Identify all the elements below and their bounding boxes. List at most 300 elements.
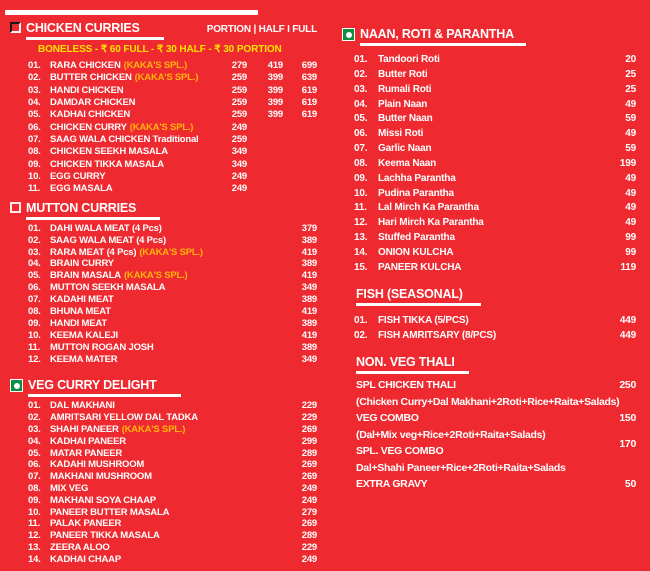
item-name [50, 134, 205, 146]
item-number: 13. [354, 232, 368, 244]
item-name [50, 400, 227, 412]
menu-item-row [10, 146, 322, 158]
menu-item-row [10, 159, 322, 171]
item-number: 11. [354, 202, 367, 214]
item-price-columns [205, 60, 317, 72]
item-price: 299 [301, 435, 317, 447]
item-price-full: 619 [301, 84, 317, 96]
item-name-text: Hari Mirch Ka Parantha [378, 217, 484, 229]
item-price: 419 [301, 246, 317, 258]
item-number: 01. [354, 54, 368, 65]
item-price: 49 [625, 128, 636, 140]
item-price: 99 [625, 246, 636, 258]
item-name-text: Pudina Parantha [378, 187, 454, 199]
item-price-columns [205, 171, 317, 183]
item-number: 12. [28, 353, 41, 365]
item-price-portion: 259 [231, 72, 247, 84]
item-name-text: (Chicken Curry+Dal Makhani+2Roti+Rice+Raita+Salads) [356, 395, 620, 408]
item-price-columns [205, 134, 317, 146]
veg-mark-icon [10, 379, 23, 392]
menu-item-row [10, 294, 322, 306]
item-number: 03. [28, 424, 41, 436]
item-price-portion: 279 [231, 60, 247, 71]
item-special-tag: (KAKA'S SPL.) [121, 424, 186, 436]
item-name-text: HANDI CHICKEN [50, 84, 124, 96]
item-number: 07. [28, 294, 41, 306]
item-name [378, 127, 586, 142]
left-column [10, 0, 322, 566]
item-name-text: KEEMA MATER [50, 353, 118, 365]
item-name [378, 231, 586, 246]
item-number: 01. [28, 222, 41, 234]
item-number: 08. [28, 306, 41, 318]
item-name-text: Lal Mirch Ka Parantha [378, 202, 479, 214]
item-price-half [247, 134, 283, 146]
item-price: 389 [301, 317, 317, 329]
menu-item-row [342, 393, 638, 411]
item-price: 349 [301, 353, 317, 365]
item-name [378, 83, 586, 98]
item-price-full [283, 146, 317, 158]
item-price-columns [205, 159, 317, 171]
item-price-half: 399 [267, 84, 283, 96]
item-price-full [283, 171, 317, 183]
item-price: 449 [619, 329, 636, 341]
item-number: 06. [354, 128, 368, 140]
item-price: 20 [625, 54, 636, 65]
item-name-text: EGG MASALA [50, 183, 113, 195]
item-name-text: CHICKEN CURRY [50, 121, 127, 133]
item-name-text: RARA CHICKEN [50, 60, 121, 71]
item-price-portion: 259 [231, 84, 247, 96]
item-name-text: PANEER KULCHA [378, 261, 462, 273]
item-number: 04. [28, 97, 41, 109]
item-name-text: Garlic Naan [378, 143, 432, 155]
item-name [50, 223, 227, 235]
item-number: 02. [28, 72, 41, 84]
item-name-text: KADAHI MEAT [50, 294, 114, 306]
item-name [50, 542, 227, 554]
item-price-half: 399 [267, 109, 283, 121]
menu-item-row [10, 85, 322, 97]
menu-item-row [10, 235, 322, 247]
menu-item-row [10, 412, 322, 424]
menu-item-row [342, 201, 638, 216]
item-price: 279 [301, 506, 317, 518]
item-number: 09. [28, 158, 41, 170]
menu-item-row [10, 72, 322, 84]
menu-item-row [10, 109, 322, 121]
item-price: 25 [625, 83, 636, 95]
menu-item-row [342, 459, 638, 477]
item-price: 250 [619, 378, 636, 391]
section-items [342, 378, 638, 492]
item-price-half: 419 [267, 60, 283, 71]
item-price-full: 639 [301, 72, 317, 84]
item-price: 49 [625, 98, 636, 110]
section-header-mutton-curries [10, 201, 322, 221]
item-price: 49 [625, 217, 636, 229]
item-name [50, 247, 227, 259]
item-name [378, 216, 586, 231]
section-items [342, 313, 638, 343]
item-name [50, 530, 227, 542]
menu-item-row [10, 507, 322, 519]
item-price-portion: 259 [231, 134, 247, 146]
item-name [50, 258, 227, 270]
item-name [378, 246, 586, 261]
item-name [378, 68, 586, 83]
item-price: 99 [625, 232, 636, 244]
item-number: 12. [28, 530, 41, 542]
item-price-half: 399 [267, 97, 283, 109]
menu-item-row [342, 437, 638, 459]
section-header-non-veg-thali [342, 355, 638, 375]
item-name [50, 424, 227, 436]
item-name [50, 60, 205, 72]
section-subtitle: BONELESS - ₹ 60 FULL - ₹ 30 HALF - ₹ 30 PORTION [38, 44, 282, 55]
item-special-tag: (KAKA'S SPL.) [129, 121, 194, 133]
item-price-full: 619 [301, 97, 317, 109]
item-price-half: 399 [267, 72, 283, 84]
menu-item-row [10, 400, 322, 412]
item-price: 119 [620, 261, 636, 273]
section-items [342, 53, 638, 276]
item-number: 02. [354, 68, 368, 80]
item-price: 150 [619, 411, 636, 424]
item-name-text: BRAIN CURRY [50, 258, 114, 270]
item-name-text: PANEER TIKKA MASALA [50, 530, 160, 542]
item-name-text: Plain Naan [378, 98, 428, 110]
item-name-text: SAAG WALA CHICKEN Traditional [50, 134, 199, 146]
item-name-text: KADAHI MUSHROOM [50, 459, 145, 471]
item-name [50, 146, 205, 158]
item-name [50, 330, 227, 342]
menu-item-row [342, 477, 638, 492]
item-name [50, 436, 227, 448]
item-price-half [247, 183, 283, 195]
item-number: 12. [354, 217, 368, 229]
item-name [50, 554, 227, 566]
item-price: 229 [301, 542, 317, 554]
menu-item-row [342, 313, 638, 328]
item-name [50, 72, 205, 84]
veg-mark-icon [342, 28, 355, 41]
item-name-text: BHUNA MEAT [50, 306, 111, 318]
menu-item-row [10, 471, 322, 483]
menu-item-row [10, 270, 322, 282]
item-number: 11. [28, 518, 41, 530]
item-name [378, 201, 586, 216]
item-price-columns [205, 122, 317, 134]
item-name [50, 109, 205, 121]
menu-item-row [10, 542, 322, 554]
item-price-portion: 249 [231, 171, 247, 183]
item-name [50, 159, 205, 171]
item-name [50, 171, 205, 183]
item-name [50, 97, 205, 109]
menu-item-row [10, 318, 322, 330]
item-name [50, 122, 205, 134]
item-special-tag: (KAKA'S SPL.) [139, 246, 203, 258]
item-special-tag: (KAKA'S SPL.) [134, 72, 199, 84]
item-number: 06. [28, 282, 41, 294]
item-name-text: HANDI MEAT [50, 317, 107, 329]
item-number: 10. [28, 506, 41, 518]
item-number: 09. [28, 317, 41, 329]
item-name [378, 261, 586, 276]
item-name [378, 328, 586, 343]
item-price: 269 [301, 518, 317, 530]
item-price-portion: 249 [231, 183, 247, 195]
item-number: 13. [28, 542, 41, 554]
menu-item-row [342, 98, 638, 113]
menu-item-row [342, 53, 638, 68]
item-price-portion: 349 [231, 158, 247, 170]
item-name-text: KEEMA KALEJI [50, 329, 118, 341]
item-name-text: SPL. VEG COMBO [356, 444, 444, 457]
item-price: 349 [301, 282, 317, 294]
item-number: 08. [28, 483, 41, 495]
item-number: 14. [28, 553, 41, 565]
menu-item-row [10, 483, 322, 495]
item-name-text: Tandoori Roti [378, 54, 440, 65]
menu-item-row [342, 83, 638, 98]
item-price-half [247, 159, 283, 171]
item-price-portion: 249 [231, 121, 247, 133]
item-price-columns [205, 97, 317, 109]
section-items [10, 60, 322, 196]
item-name [50, 483, 227, 495]
item-name [378, 142, 586, 157]
item-price-portion: 349 [231, 146, 247, 158]
section-title: NON. VEG THALI [356, 355, 469, 374]
item-name [378, 98, 586, 113]
menu-item-row [342, 142, 638, 157]
section-title: VEG CURRY DELIGHT [28, 378, 181, 397]
item-name-text: FISH TIKKA (5/PCS) [378, 314, 469, 326]
item-name-text: PANEER BUTTER MASALA [50, 506, 170, 518]
nonveg-mark-icon [10, 202, 21, 213]
item-name [50, 342, 227, 354]
item-price: 59 [625, 143, 636, 155]
item-name-text: Keema Naan [378, 157, 437, 169]
item-price: 269 [301, 459, 317, 471]
item-number: 07. [354, 143, 368, 155]
menu-item-row [10, 97, 322, 109]
menu-item-row [10, 459, 322, 471]
item-name [378, 53, 586, 68]
item-name-text: SHAHI PANEER [50, 424, 119, 436]
menu-item-row [342, 411, 638, 426]
item-price: 389 [301, 234, 317, 246]
section-title: NAAN, ROTI & PARANTHA [360, 27, 526, 46]
item-price-full: 619 [301, 109, 317, 121]
menu-item-row [10, 448, 322, 460]
item-number: 05. [354, 113, 368, 125]
item-name [356, 459, 638, 477]
section-items [10, 223, 322, 366]
item-price-columns [205, 72, 317, 84]
menu-item-row [342, 157, 638, 172]
item-price-columns [205, 146, 317, 158]
menu-item-row [342, 127, 638, 142]
section-header-naan-roti-parantha [342, 27, 638, 47]
item-name-text: VEG COMBO [356, 411, 419, 424]
item-number: 01. [28, 60, 41, 71]
item-number: 10. [354, 187, 368, 199]
menu-item-row [10, 122, 322, 134]
menu-item-row [10, 134, 322, 146]
item-name [50, 471, 227, 483]
menu-item-row [10, 306, 322, 318]
item-price: 229 [301, 412, 317, 424]
item-name [50, 412, 227, 424]
section-header-chicken-curries [10, 21, 322, 41]
item-name [378, 112, 586, 127]
item-number: 03. [354, 83, 368, 95]
menu-item-row [342, 261, 638, 276]
item-name-text: MUTTON ROGAN JOSH [50, 341, 154, 353]
item-price: 449 [619, 314, 636, 326]
item-number: 07. [28, 134, 41, 146]
menu-item-row [10, 354, 322, 366]
item-name [50, 235, 227, 247]
item-price: 59 [625, 113, 636, 125]
item-number: 05. [28, 447, 41, 459]
item-price: 419 [301, 306, 317, 318]
menu-item-row [10, 247, 322, 259]
item-price: 389 [301, 294, 317, 306]
item-price: 289 [301, 530, 317, 542]
item-name-text: RARA MEAT (4 Pcs) [50, 246, 137, 258]
item-price-half [247, 122, 283, 134]
item-name-text: KADHAI PANEER [50, 435, 126, 447]
menu-item-row [342, 187, 638, 202]
item-price-full [283, 159, 317, 171]
menu-item-row [10, 495, 322, 507]
item-price: 249 [301, 553, 317, 565]
item-price-columns [205, 85, 317, 97]
item-name-text: MATAR PANEER [50, 447, 123, 459]
item-name-text: ZEERA ALOO [50, 542, 110, 554]
item-number: 02. [28, 234, 41, 246]
item-price-full [283, 122, 317, 134]
item-number: 08. [354, 157, 368, 169]
item-name-text: CHICKEN TIKKA MASALA [50, 158, 164, 170]
item-name-text: EXTRA GRAVY [356, 477, 428, 490]
item-special-tag: (KAKA'S SPL.) [123, 270, 188, 282]
item-name-text: AMRITSARI YELLOW DAL TADKA [50, 412, 198, 424]
item-name-text: DAMDAR CHICKEN [50, 97, 136, 109]
item-price: 25 [625, 68, 636, 80]
menu-item-row [10, 258, 322, 270]
menu-item-row [10, 518, 322, 530]
section-items [10, 400, 322, 565]
item-name-text: MUTTON SEEKH MASALA [50, 282, 166, 294]
item-price: 249 [301, 483, 317, 495]
item-name-text: PALAK PANEER [50, 518, 122, 530]
item-price: 229 [301, 400, 317, 412]
menu-item-row [342, 246, 638, 261]
item-name-text: FISH AMRITSARY (8/PCS) [378, 329, 497, 341]
item-price-half [247, 146, 283, 158]
item-name [50, 85, 205, 97]
menu-item-row [10, 282, 322, 294]
item-price: 50 [624, 477, 636, 490]
item-name-text: Stuffed Parantha [378, 232, 455, 244]
menu-item-row [342, 378, 638, 393]
item-number: 14. [354, 246, 368, 258]
veg-dot [14, 383, 20, 389]
item-number: 03. [28, 246, 41, 258]
item-price: 249 [301, 494, 317, 506]
item-price-half [247, 171, 283, 183]
item-number: 05. [28, 109, 41, 121]
price-columns-header: PORTION | HALF I FULL [206, 24, 317, 35]
item-price-full: 699 [301, 60, 317, 71]
item-number: 05. [28, 270, 41, 282]
item-name [378, 172, 586, 187]
menu-item-row [10, 171, 322, 183]
item-name [50, 495, 227, 507]
item-name [378, 313, 586, 328]
item-price: 389 [301, 341, 317, 353]
item-number: 03. [28, 84, 41, 96]
item-price: 269 [301, 471, 317, 483]
item-special-tag: (KAKA'S SPL.) [123, 60, 188, 71]
item-name-text: (Dal+Mix veg+Rice+2Roti+Raita+Salads) [356, 428, 546, 441]
item-price-columns [205, 183, 317, 195]
menu-item-row [342, 68, 638, 83]
item-number: 09. [354, 172, 368, 184]
menu-item-row [342, 216, 638, 231]
item-name-text: BUTTER CHICKEN [50, 72, 132, 84]
item-name [50, 306, 227, 318]
menu-item-row [10, 60, 322, 72]
item-number: 01. [28, 400, 41, 412]
item-name-text: MAKHANI SOYA CHAAP [50, 494, 157, 506]
item-number: 11. [28, 341, 41, 353]
right-column [342, 0, 638, 492]
item-name-text: Lachha Parantha [378, 172, 456, 184]
item-name-text: Rumali Roti [378, 83, 432, 95]
item-price: 170 [619, 437, 636, 450]
item-name-text: MAKHANI MUSHROOM [50, 471, 152, 483]
item-number: 04. [354, 98, 368, 110]
item-name [356, 393, 638, 411]
item-name [50, 448, 227, 460]
item-number: 04. [28, 435, 41, 447]
item-price: 419 [301, 329, 317, 341]
menu-item-row [10, 530, 322, 542]
item-name-text: ONION KULCHA [378, 246, 454, 258]
item-number: 11. [28, 183, 41, 195]
section-header-fish-seasonal [342, 287, 638, 307]
section-title: MUTTON CURRIES [26, 201, 160, 220]
item-name [50, 270, 227, 282]
menu-item-row [10, 330, 322, 342]
item-name [50, 518, 227, 530]
item-number: 10. [28, 329, 41, 341]
item-name-text: EGG CURRY [50, 171, 106, 183]
item-price-full [283, 134, 317, 146]
item-name-text: DAL MAKHANI [50, 400, 115, 412]
item-name [50, 282, 227, 294]
section-title: FISH (SEASONAL) [356, 287, 481, 306]
item-name-text: Butter Naan [378, 113, 433, 125]
item-name-text: DAHI WALA MEAT (4 Pcs) [50, 222, 162, 234]
